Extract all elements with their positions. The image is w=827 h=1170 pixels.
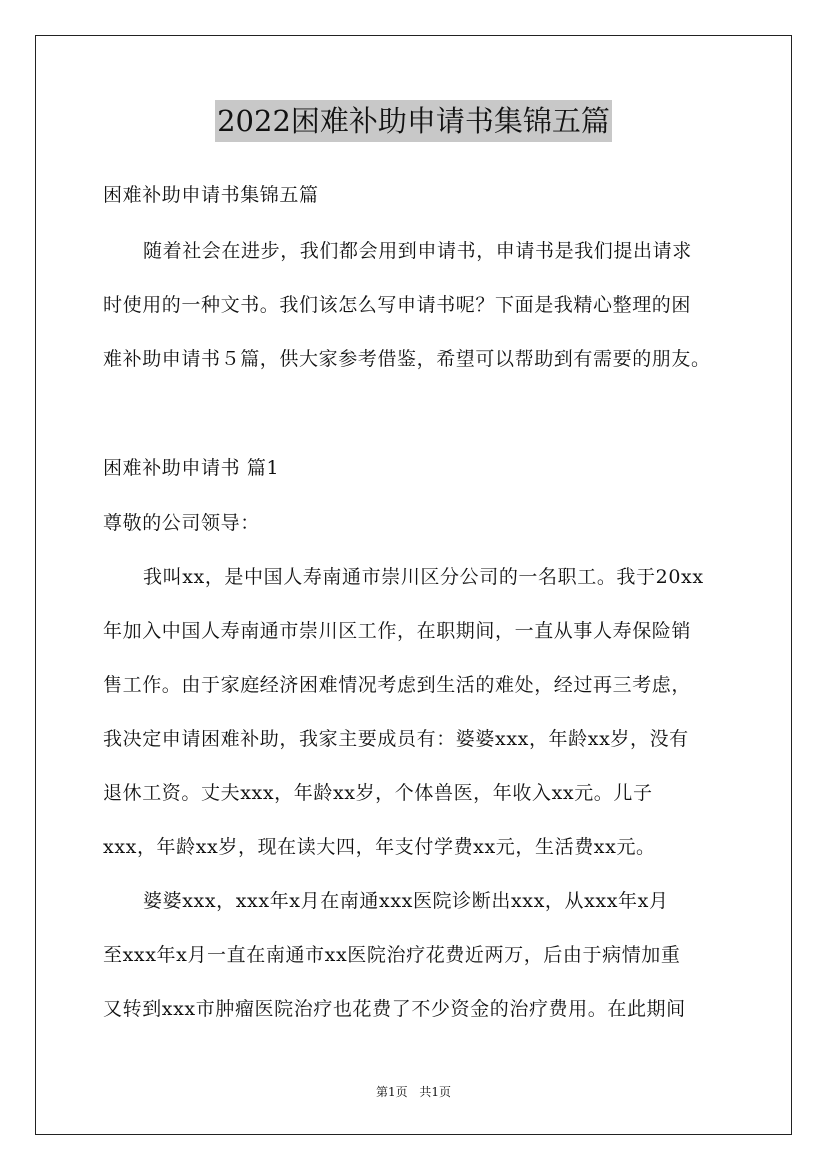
document-subtitle: 困难补助申请书集锦五篇 — [103, 184, 319, 206]
page-footer — [0, 1083, 827, 1100]
para1-line-4: 我决定申请困难补助，我家主要成员有：婆婆xxx，年龄xx岁，没有 — [103, 728, 689, 750]
intro-line-1: 随着社会在进步，我们都会用到申请书，申请书是我们提出请求 — [143, 240, 692, 262]
para2-line-2: 至xxx年x月一直在南通市xx医院治疗花费近两万，后由于病情加重 — [103, 944, 681, 966]
section-heading: 困难补助申请书 篇1 — [103, 457, 280, 479]
para1-line-2: 年加入中国人寿南通市崇川区工作，在职期间，一直从事人寿保险销 — [103, 620, 692, 642]
para1-line-5: 退休工资。丈夫xxx，年龄xx岁，个体兽医，年收入xx元。儿子 — [103, 782, 653, 804]
para1-line-1: 我叫xx，是中国人寿南通市崇川区分公司的一名职工。我于20xx — [143, 566, 704, 588]
page-total: 共1页 — [419, 1085, 452, 1099]
para2-line-3: 又转到xxx市肿瘤医院治疗也花费了不少资金的治疗费用。在此期间 — [103, 998, 686, 1020]
document-title: 2022困难补助申请书集锦五篇 — [215, 100, 612, 142]
para2-line-1: 婆婆xxx，xxx年x月在南通xxx医院诊断出xxx，从xxx年x月 — [143, 890, 669, 912]
title-container — [0, 100, 827, 142]
para1-line-6: xxx，年龄xx岁，现在读大四，年支付学费xx元，生活费xx元。 — [103, 836, 656, 858]
page-number: 第1页 — [375, 1085, 408, 1099]
para1-line-3: 售工作。由于家庭经济困难情况考虑到生活的难处，经过再三考虑， — [103, 674, 692, 696]
intro-line-2: 时使用的一种文书。我们该怎么写申请书呢？下面是我精心整理的困 — [103, 294, 692, 316]
intro-line-3: 难补助申请书５篇，供大家参考借鉴，希望可以帮助到有需要的朋友。 — [103, 348, 711, 370]
salutation: 尊敬的公司领导： — [103, 512, 260, 534]
